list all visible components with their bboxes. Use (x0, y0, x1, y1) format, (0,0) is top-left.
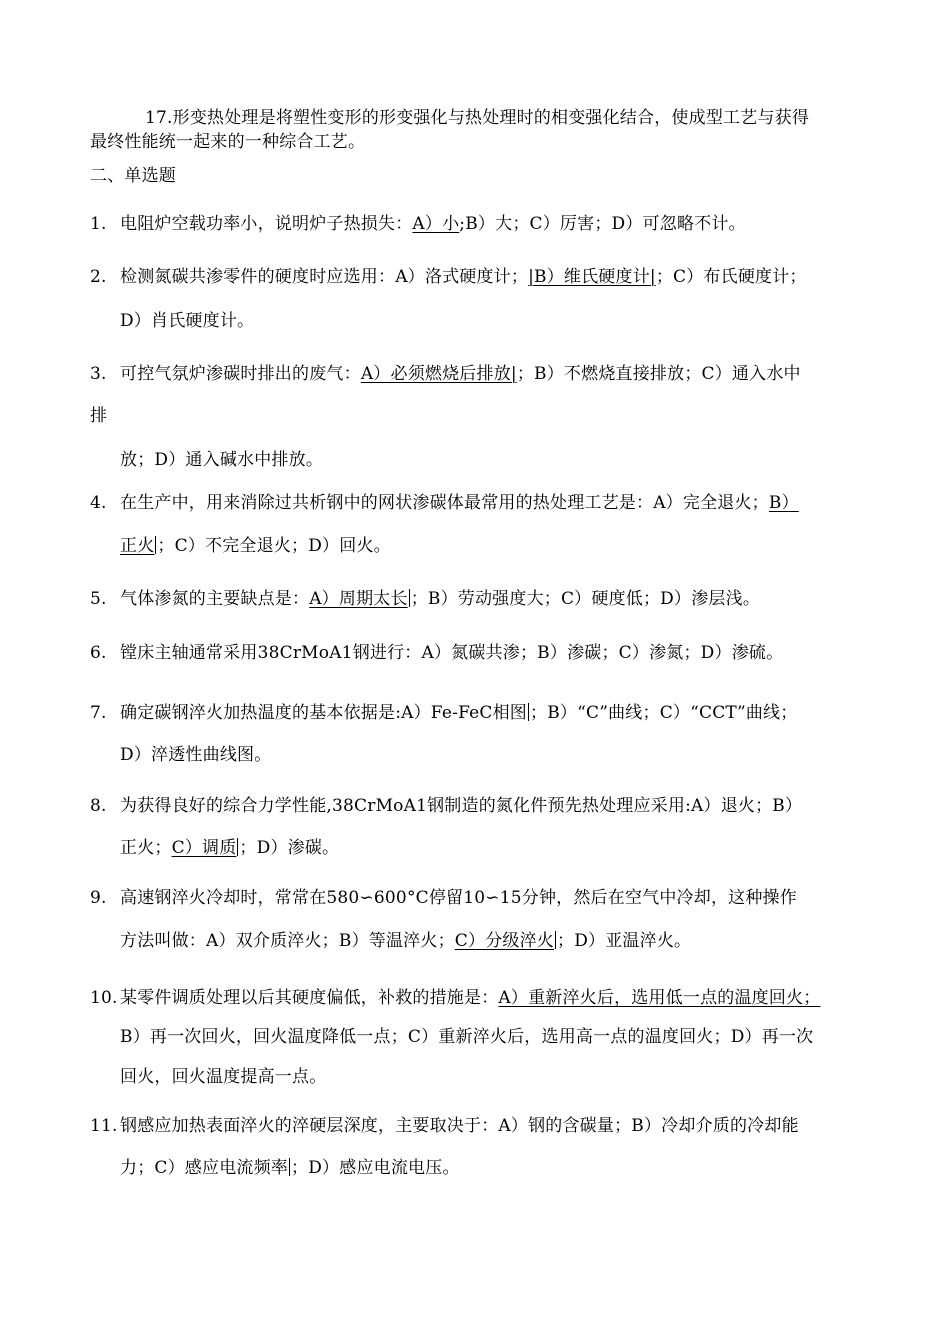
question-8-cont (120, 837, 339, 859)
question-number: 8. (90, 796, 107, 816)
question-text: 为获得良好的综合力学性能,38CrMoA1钢制造的氮化件预先热处理应采用:A）退火；B） (120, 796, 803, 816)
answer-underlined: A）重新淬火后，选用低一点的温度回火； (498, 988, 821, 1008)
question-text: 电阻炉空载功率小，说明炉子热损失： (120, 214, 413, 234)
answer-underlined: |B）维氏硬度计| (528, 267, 656, 287)
question-9-cont (120, 930, 691, 952)
cursor-mark (289, 1158, 290, 1176)
question-number: 7. (90, 703, 107, 723)
question-text: ；D）亚温淬火。 (557, 931, 692, 951)
question-text: ；C）布氏硬度计； (655, 267, 807, 287)
question-text: 气体渗氮的主要缺点是： (120, 589, 310, 609)
question-text: 力；C）感应电流频率 (120, 1158, 289, 1178)
intro-line-1: 17.形变热处理是将塑性变形的形变强化与热处理时的相变强化结合，使成型工艺与获得 (145, 108, 810, 128)
question-3-cont: 排 (90, 406, 108, 426)
question-9 (90, 887, 797, 909)
question-number: 6. (90, 643, 107, 663)
question-text: 某零件调质处理以后其硬度偏低，补救的措施是： (120, 988, 499, 1008)
question-5 (90, 588, 760, 610)
question-text: ；B）不燃烧直接排放；C）通入水中 (516, 364, 801, 384)
question-number: 10. (90, 988, 118, 1008)
question-number: 3. (90, 364, 107, 384)
question-text: 正火； (120, 838, 172, 858)
answer-underlined: C）调质 (171, 838, 237, 858)
question-11 (90, 1115, 799, 1137)
question-7 (90, 702, 797, 724)
question-8 (90, 795, 802, 817)
question-6 (90, 642, 783, 664)
question-3-cont-2: 放；D）通入碱水中排放。 (120, 450, 324, 470)
question-10-cont: B）再一次回火，回火温度降低一点；C）重新淬火后，选用高一点的温度回火；D）再一次 (120, 1027, 814, 1047)
question-text: 高速钢淬火冷却时，常常在580∽600°C停留10∽15分钟，然后在空气中冷却，这种操作 (120, 888, 797, 908)
question-2 (90, 266, 807, 288)
question-number: 2. (90, 267, 107, 287)
answer-underlined: 正火 (120, 536, 155, 556)
question-text: 确定碳钢淬火加热温度的基本依据是:A）Fe-FeC相图 (120, 703, 528, 723)
question-text: 方法叫做：A）双介质淬火；B）等温淬火； (120, 931, 455, 951)
intro-line-2: 最终性能统一起来的一种综合工艺。 (90, 132, 366, 152)
section-title: 二、单选题 (90, 166, 176, 186)
question-3 (90, 363, 801, 385)
answer-underlined: A）必须燃烧后排放| (360, 364, 517, 384)
question-text: 钢感应加热表面淬火的淬硬层深度，主要取决于：A）钢的含碳量；B）冷却介质的冷却能 (120, 1116, 799, 1136)
question-number: 4. (90, 493, 107, 513)
answer-underlined: A）小 (412, 214, 460, 234)
question-text: 镗床主轴通常采用38CrMoA1钢进行：A）氮碳共渗；B）渗碳；C）渗氮；D）渗硫。 (120, 643, 784, 663)
answer-underlined: C）分级淬火 (454, 931, 554, 951)
answer-underlined: B） (768, 493, 799, 513)
question-4-cont (120, 535, 391, 557)
cursor-mark (555, 931, 556, 949)
question-text: 检测氮碳共渗零件的硬度时应选用：A）洛式硬度计； (120, 267, 529, 287)
question-text: ；D）渗碳。 (239, 838, 340, 858)
question-text: ；B）“C”曲线；C）“CCT”曲线； (530, 703, 798, 723)
answer-underlined: A）周期太长 (309, 589, 408, 609)
question-text: 在生产中，用来消除过共析钢中的网状渗碳体最常用的热处理工艺是：A）完全退火； (120, 493, 769, 513)
question-number: 5. (90, 589, 107, 609)
question-10-cont-2: 回火，回火温度提高一点。 (120, 1067, 327, 1087)
question-7-cont: D）淬透性曲线图。 (120, 745, 272, 765)
question-10 (90, 987, 820, 1009)
question-text: ;B）大；C）厉害；D）可忽略不计。 (459, 214, 746, 234)
question-4 (90, 492, 799, 514)
question-2-cont: D）肖氏硬度计。 (120, 311, 255, 331)
question-number: 9. (90, 888, 107, 908)
cursor-mark (409, 589, 410, 607)
question-number: 1. (90, 214, 107, 234)
question-text: ；C）不完全退火；D）回火。 (157, 536, 391, 556)
question-text: ；B）劳动强度大；C）硬度低；D）渗层浅。 (410, 589, 761, 609)
cursor-mark (528, 703, 529, 721)
question-text: 可控气氛炉渗碳时排出的废气： (120, 364, 361, 384)
question-number: 11. (90, 1116, 118, 1136)
question-1 (90, 213, 746, 235)
question-text: ；D）感应电流电压。 (291, 1158, 460, 1178)
question-11-cont (120, 1157, 460, 1179)
